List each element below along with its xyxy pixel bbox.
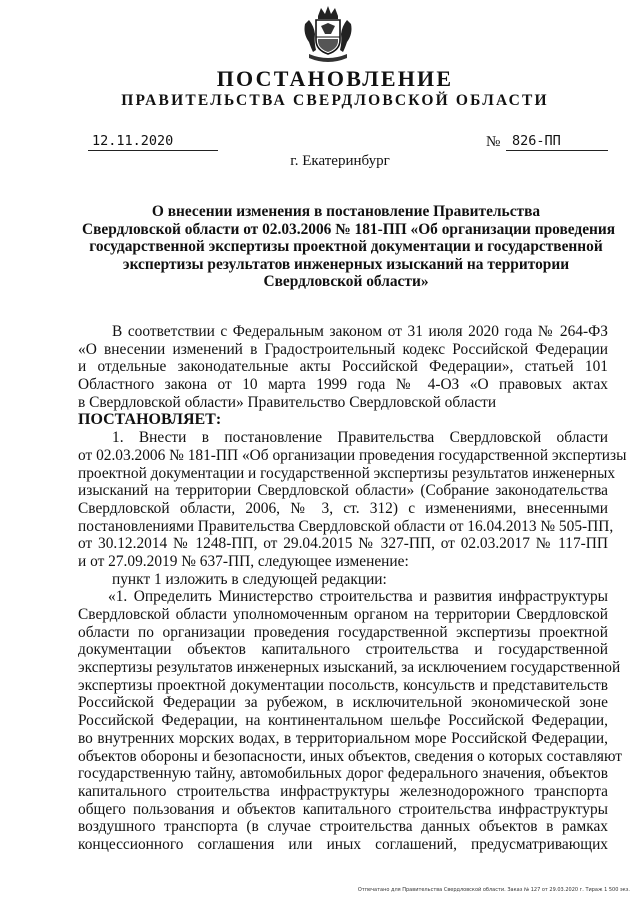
- document-date: 12.11.2020: [92, 133, 174, 149]
- heading-line: государственной экспертизы проектной документации и государственной: [89, 238, 603, 256]
- body-line: В соответствии с Федеральным законом от 31 июля 2020 года № 264-ФЗ: [112, 323, 608, 340]
- body-line: государственную тайну, автомобильных дорог федерального значения, объектов: [78, 765, 608, 783]
- body-line: документации объектов капитального строительства и государственной: [78, 641, 608, 659]
- body-line: Российской Федерации, на континентальном шельфе Российской Федерации,: [78, 712, 608, 730]
- document-type-title: ПОСТАНОВЛЕНИЕ: [216, 66, 454, 91]
- number-label: №: [486, 134, 501, 150]
- body-line: постановлениями Правительства Свердловской области от 16.04.2013 № 505-ПП,: [78, 517, 614, 535]
- body-line: 1. Внести в постановление Правительства Свердловской области: [112, 429, 608, 447]
- body-line: от 30.12.2014 № 1248-ПП, от 29.04.2015 № 327-ПП, от 02.03.2017 № 117-ПП: [78, 535, 608, 553]
- resolves-keyword: ПОСТАНОВЛЯЕТ:: [78, 411, 222, 429]
- body-line: «1. Определить Министерство строительства и развития инфраструктуры: [108, 588, 608, 606]
- issuer-subtitle: ПРАВИТЕЛЬСТВА СВЕРДЛОВСКОЙ ОБЛАСТИ: [121, 92, 549, 109]
- document-heading: [82, 203, 616, 291]
- body-line: Областного закона от 10 марта 1999 года № 4-ОЗ «О правовых актах: [78, 376, 608, 394]
- body-line: и отдельные законодательные акты Российской Федерации», статьей 101: [78, 358, 608, 376]
- document-number: 826-ПП: [512, 133, 561, 149]
- body-line: воздушного транспорта (в случае строительства данных объектов в рамках: [78, 818, 608, 836]
- body-line: изысканий на территории Свердловской области» (Собрание законодательства: [78, 482, 608, 500]
- print-footer-note: Отпечатано для Правительства Свердловской области. Заказ № 127 от 29.03.2020 г. Тираж 1 500 экз.: [357, 887, 630, 893]
- body-line: в Свердловской области» Правительство Свердловской области: [78, 393, 497, 411]
- body-line: пункт 1 изложить в следующей редакции:: [112, 570, 387, 588]
- body-line: области по организации проведения государственной экспертизы проектной: [78, 623, 608, 641]
- body-line: проектной документации и государственной экспертизы результатов инженерных: [78, 464, 616, 482]
- body-line: общего пользования и объектов капитального строительства инфраструктуры: [78, 800, 608, 818]
- body-line: от 02.03.2006 № 181-ПП «Об организации проведения государственной экспертизы: [78, 446, 627, 464]
- city-label: г. Екатеринбург: [290, 153, 390, 169]
- body-line: во внутренних морских водах, в территориальном море Российской Федерации,: [78, 729, 608, 747]
- document-body: [78, 323, 627, 854]
- document-date-field: [88, 133, 218, 151]
- heading-line: экспертизы результатов инженерных изысканий на территории: [122, 255, 570, 273]
- body-line: Российской Федерации за рубежом, в исключительной экономической зоне: [78, 694, 608, 712]
- body-line: объектов обороны и безопасности, иных объектов, сведения о которых составляют: [78, 747, 622, 765]
- body-line: «О внесении изменений в Градостроительный кодекс Российской Федерации: [78, 340, 608, 358]
- heading-line: О внесении изменения в постановление Правительства: [151, 203, 541, 220]
- coat-of-arms-icon: [301, 6, 355, 64]
- body-line: экспертизы результатов инженерных изысканий, за исключением государственной: [78, 659, 621, 677]
- body-line: Свердловской области уполномоченным органом на территории Свердловской: [78, 606, 608, 623]
- body-line: и от 27.09.2019 № 637-ПП, следующее изменение:: [78, 552, 409, 570]
- heading-line: Свердловской области»: [263, 273, 429, 291]
- document-number-field: [506, 133, 608, 151]
- body-line: экспертизы проектной документации посольств, консульств и представительств: [78, 676, 608, 694]
- body-line: капитального строительства инфраструктуры железнодорожного транспорта: [78, 782, 608, 800]
- body-line: Свердловской области, 2006, № 3, ст. 312) с изменениями, внесенными: [78, 499, 608, 517]
- body-line: концессионного соглашения или иных соглашений, предусматривающих: [78, 835, 608, 853]
- heading-line: Свердловской области от 02.03.2006 № 181-ПП «Об организации проведения: [82, 220, 616, 238]
